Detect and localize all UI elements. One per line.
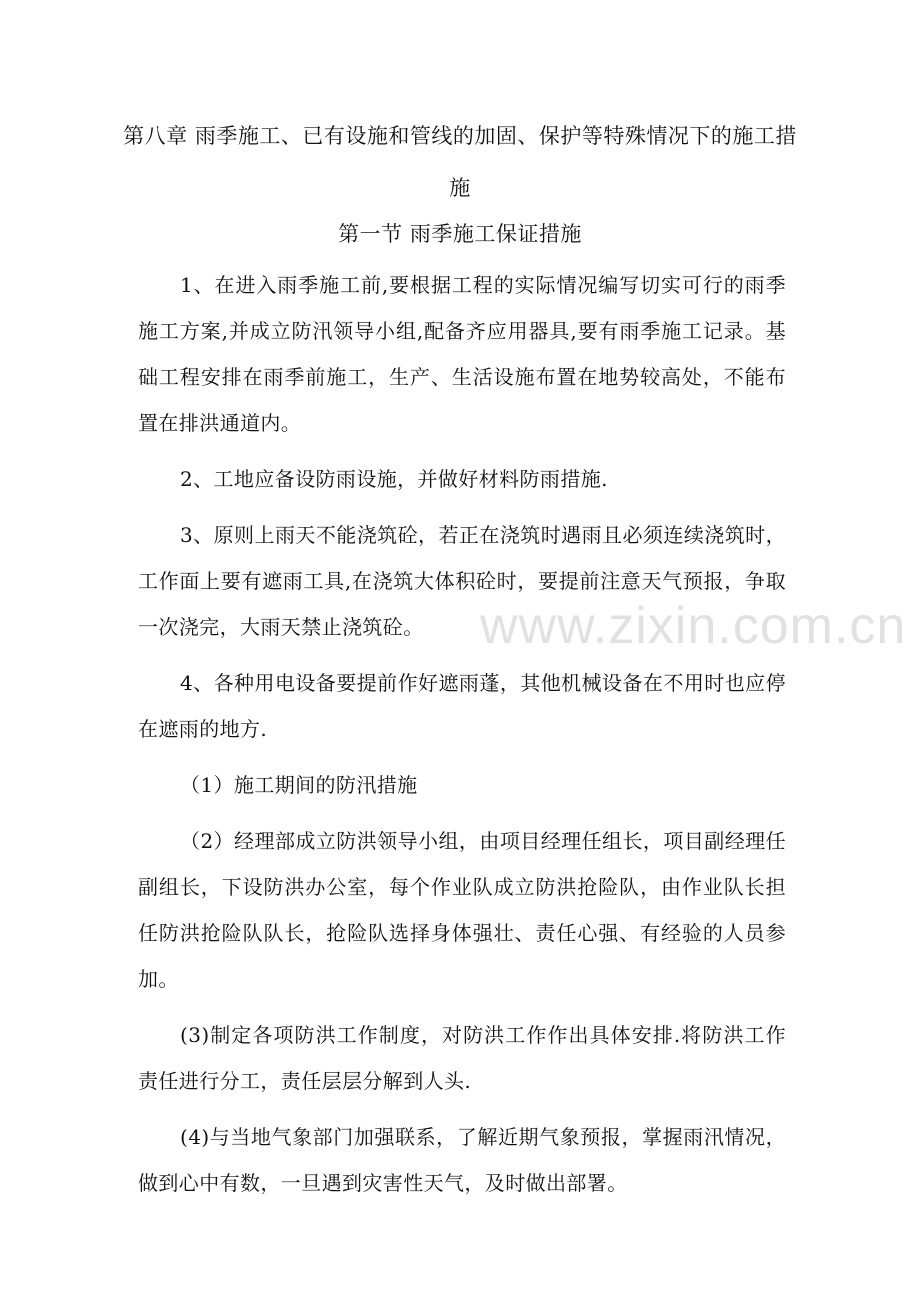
paragraph-1: 1、在进入雨季施工前,要根据工程的实际情况编写切实可行的雨季施工方案,并成立防汛领导小组,配备齐应用器具,要有雨季施工记录。基础工程安排在雨季前施工，生产、生活设施布置在地势较高处，不能布置在排洪通道内。 xyxy=(138,273,786,435)
paragraph-2: 2、工地应备设防雨设施，并做好材料防雨措施. xyxy=(180,467,608,491)
paragraph-5: （1）施工期间的防汛措施 xyxy=(180,773,418,797)
paragraph-7: (3)制定各项防洪工作制度，对防洪工作作出具体安排.将防洪工作责任进行分工，责任层层分解到人头. xyxy=(138,1023,786,1093)
chapter-title: 第八章 雨季施工、已有设施和管线的加固、保护等特殊情况下的施工措施 xyxy=(123,124,797,200)
paragraph-4: 4、各种用电设备要提前作好遮雨蓬，其他机械设备在不用时也应停在遮雨的地方. xyxy=(138,671,786,741)
section-title: 第一节 雨季施工保证措施 xyxy=(338,222,582,246)
paragraph-8: (4)与当地气象部门加强联系，了解近期气象预报，掌握雨汛情况，做到心中有数，一旦遇到灾害性天气，及时做出部署。 xyxy=(138,1125,786,1195)
watermark: www.zixin.com.cn xyxy=(480,597,907,655)
paragraph-3: 3、原则上雨天不能浇筑砼，若正在浇筑时遇雨且必须连续浇筑时，工作面上要有遮雨工具,在浇筑大体积砼时，要提前注意天气预报，争取一次浇完，大雨天禁止浇筑砼。 xyxy=(138,523,786,639)
document-body xyxy=(138,262,786,1216)
paragraph-6: （2）经理部成立防洪领导小组，由项目经理任组长，项目副经理任副组长，下设防洪办公室，每个作业队成立防洪抢险队，由作业队长担任防洪抢险队队长，抢险队选择身体强壮、责任心强、有经验的人员参加。 xyxy=(138,829,786,991)
